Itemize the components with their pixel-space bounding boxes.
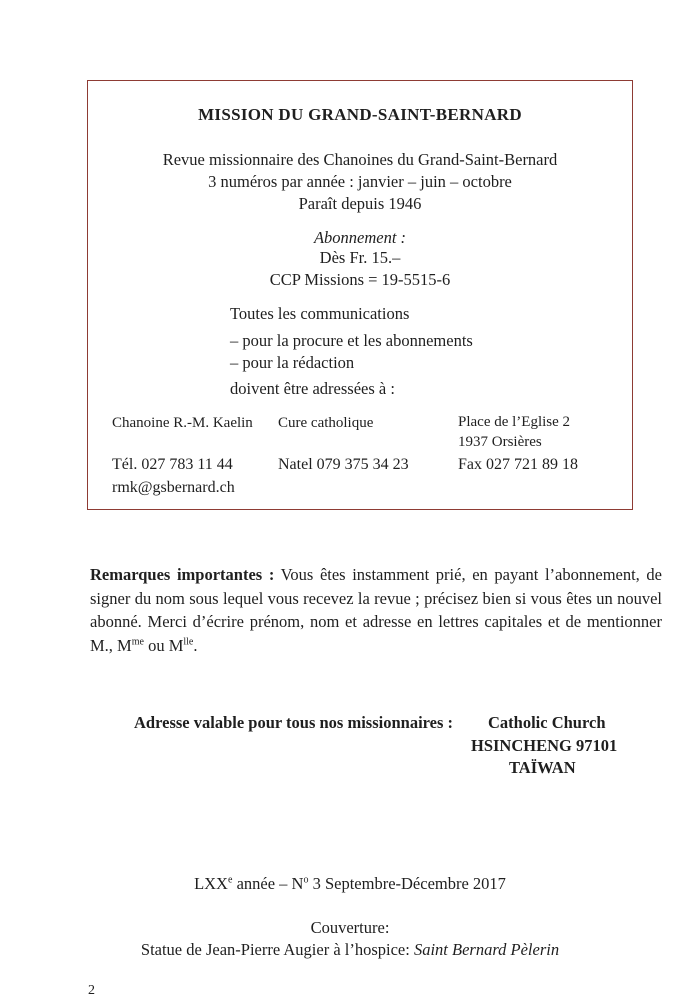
remarks-sup-mademoiselle: lle [183, 636, 194, 647]
comm-item-procure: – pour la procure et les abonnements [230, 331, 473, 350]
page-number: 2 [88, 983, 95, 998]
cover-text: Statue de Jean-Pierre Augier à l’hospice: [140, 940, 414, 959]
address-label: Adresse valable pour tous nos missionnaires : [134, 713, 454, 732]
masthead-box [87, 80, 633, 510]
remarks-label: Remarques importantes : [90, 565, 275, 584]
contact-street: Place de l’Eglise 2 [458, 414, 571, 430]
contact-city: 1937 Orsières [458, 434, 542, 450]
contact-name: Chanoine R.-M. Kaelin [112, 415, 253, 431]
remarks-mid: ou M [143, 635, 184, 655]
subscription-price: Dès Fr. 15.– [319, 248, 401, 267]
issue-number-sup: o [303, 874, 309, 886]
contact-tel: Tél. 027 783 11 44 [112, 456, 233, 473]
cover-label: Couverture: [310, 918, 390, 937]
remarks-end: . [193, 635, 198, 655]
cover-caption [0, 940, 700, 960]
ccp-account: CCP Missions = 19-5515-6 [269, 270, 451, 289]
remarks-sup-madame: me [131, 636, 144, 647]
contact-email: rmk@gsbernard.ch [112, 479, 235, 496]
contact-org: Cure catholique [278, 415, 374, 431]
comm-outro: doivent être adressées à : [230, 379, 395, 398]
remarks-text: Vous êtes instamment prié, en payant l’abonnement, de signer du nom sous lequel vous recevez la revue ; précisez bien si vous êtes un nouvel abonné. Merci d’écrire prénom, nom et adresse en lettres capitales et de mentionner M., M [90, 565, 662, 655]
issue-date: 3 Septembre-Décembre 2017 [308, 874, 506, 893]
masthead-issues: 3 numéros par année : janvier – juin – octobre [208, 172, 512, 191]
remarks-paragraph [90, 563, 662, 657]
address-line-country: TAÏWAN [509, 758, 576, 777]
address-line-church: Catholic Church [488, 713, 606, 732]
comm-item-redaction: – pour la rédaction [230, 353, 355, 372]
cover-title: Saint Bernard Pèlerin [413, 940, 560, 959]
masthead-subtitle: Revue missionnaire des Chanoines du Grand-Saint-Bernard [162, 150, 558, 169]
address-line-city: HSINCHENG 97101 [471, 736, 618, 755]
issue-volume-sup: e [227, 874, 233, 886]
comm-intro: Toutes les communications [230, 304, 410, 323]
contact-natel: Natel 079 375 34 23 [278, 456, 409, 473]
masthead-since: Paraît depuis 1946 [298, 194, 422, 213]
issue-line [0, 874, 700, 894]
contact-fax: Fax 027 721 89 18 [458, 456, 578, 473]
subscription-label: Abonnement : [313, 228, 407, 247]
issue-year-label: année – N [232, 874, 304, 893]
masthead-title: MISSION DU GRAND-SAINT-BERNARD [198, 105, 522, 124]
issue-volume: LXX [194, 874, 228, 893]
